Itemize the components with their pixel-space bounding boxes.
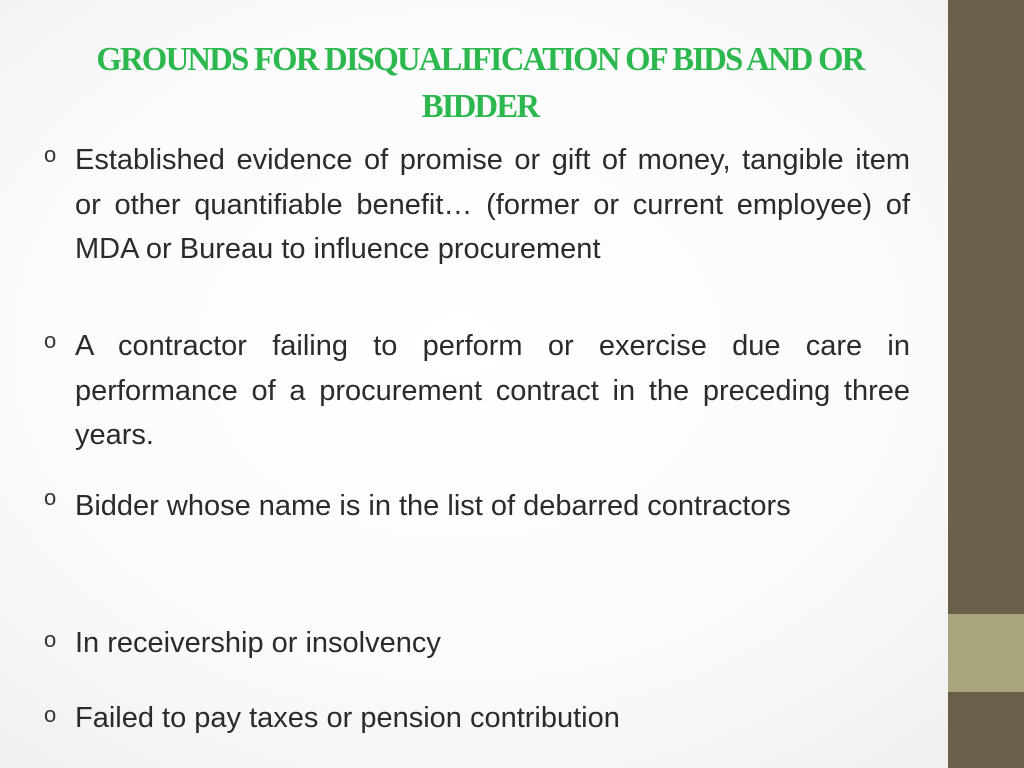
bullet-marker: o: [44, 328, 57, 353]
bullet-marker: o: [44, 627, 57, 652]
bullet-text: Failed to pay taxes or pension contribution: [75, 702, 620, 734]
bullet-text: A contractor failing to perform or exercise due care in performance of a procurement contract in the preceding three years.: [75, 330, 910, 451]
bullet-text: In receivership or insolvency: [75, 627, 441, 659]
bullet-marker: o: [44, 702, 57, 727]
sidebar-accent-block: [948, 614, 1024, 692]
bullet-text: Bidder whose name is in the list of debarred contractors: [75, 490, 791, 522]
bullet-marker: o: [44, 142, 57, 167]
bullet-marker: o: [44, 485, 57, 510]
bullet-text: Established evidence of promise or gift of money, tangible item or other quantifiable benefit… (former or current employee) of MDA or Bureau to influence procurement: [75, 144, 910, 265]
sidebar-band: [948, 0, 1024, 768]
slide-title: GROUNDS FOR DISQUALIFICATION OF BIDS AND OR BIDDER: [96, 41, 864, 125]
